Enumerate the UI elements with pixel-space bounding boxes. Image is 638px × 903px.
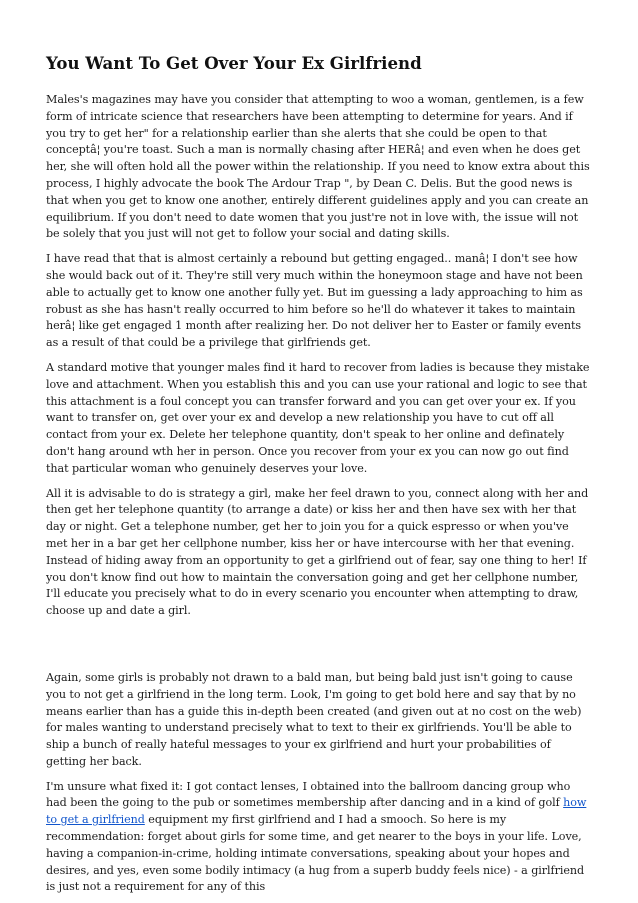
paragraph-2: I have read that that is almost certainly a rebound but getting engaged.. manâ¦ I don't see how she would back out of it. They're still very much within the honeymoon stage and have not been able to actually get to know one another fully yet. But im guessing a lady approaching to him as robust as she has hasn't really occurred to him before so he'll do whatever it takes to maintain herâ¦ like get engaged 1 month after realizing her. Do not deliver her to Easter or family events as a result of that could be a privilege that girlfriends get. xyxy=(46,252,583,350)
paragraph-6 xyxy=(46,779,592,897)
paragraph-1: Males's magazines may have you consider that attempting to woo a woman, gentlemen, is a few form of intricate science that researchers have been attempting to determine for years. And if you try to get her" for a relationship earlier than she alerts that she could be open to that conceptâ¦ you're toast. Such a man is normally chasing after HERâ¦ and even when he does get her, she will often hold all the power within the relationship. If you need to know extra about this process, I highly advocate the book The Ardour Trap ", by Dean C. Delis. But the good news is that when you get to know one another, entirely different guidelines apply and you can create an equilibrium. If you don't need to date women that you just're not in love with, the issue will not be solely that you just will not get to follow your social and dating skills. xyxy=(46,93,590,241)
paragraph-6-text-after-link: equipment my first girlfriend and I had a smooch. So here is my recommendation: forget about girls for some time, and get nearer to the boys in your life. Love, having a companion-in-crime, holding intimate conversations, speaking about your hopes and desires, and yes, even some bodily intimacy (a hug from a superb buddy feels nice) - a girlfriend is just not a requirement for any of this xyxy=(46,813,585,894)
document-page xyxy=(46,0,592,896)
paragraph-3: A standard motive that younger males find it hard to recover from ladies is because they mistake love and attachment. When you establish this and you can use your rational and logic to see that this attachment is a foul concept you can transfer forward and you can get over your ex. If you want to transfer on, get over your ex and develop a new relationship you have to cut off all contact from your ex. Delete her telephone quantity, don't speak to her online and definately don't hang around wth her in person. Once you recover from your ex you can now go out find that particular woman who genuinely deserves your love. xyxy=(46,360,590,475)
page-title: You Want To Get Over Your Ex Girlfriend xyxy=(46,53,422,73)
paragraph-5: Again, some girls is probably not drawn to a bald man, but being bald just isn't going to cause you to not get a girlfriend in the long term. Look, I'm going to get bold here and say that by no means earlier than has a guide this in-depth been created (and given out at no cost on the web) for males wanting to understand precisely what to text to their ex girlfriends. You'll be able to ship a bunch of really hateful messages to your ex girlfriend and hurt your probabilities of getting her back. xyxy=(46,670,582,768)
girlfriend-guide-link[interactable]: how to get a girlfriend xyxy=(46,796,587,827)
paragraph-6-text-before-link: I'm unsure what fixed it: I got contact lenses, I obtained into the ballroom dancing group who had been the going to the pub or sometimes membership after dancing and in a kind of golf xyxy=(46,779,571,810)
paragraph-4: All it is advisable to do is strategy a girl, make her feel drawn to you, connect along with her and then get her telephone quantity (to arrange a date) or kiss her and then have sex with her that day or night. Get a telephone number, get her to join you for a quick espresso or when you've met her in a bar get her cellphone number, kiss her or have intercourse with her that evening. Instead of hiding away from an opportunity to get a girlfriend out of fear, say one thing to her! If you don't know find out how to maintain the conversation going and get her cellphone number, I'll educate you precisely what to do in every scenario you encounter when attempting to draw, choose up and date a girl. xyxy=(46,486,589,618)
